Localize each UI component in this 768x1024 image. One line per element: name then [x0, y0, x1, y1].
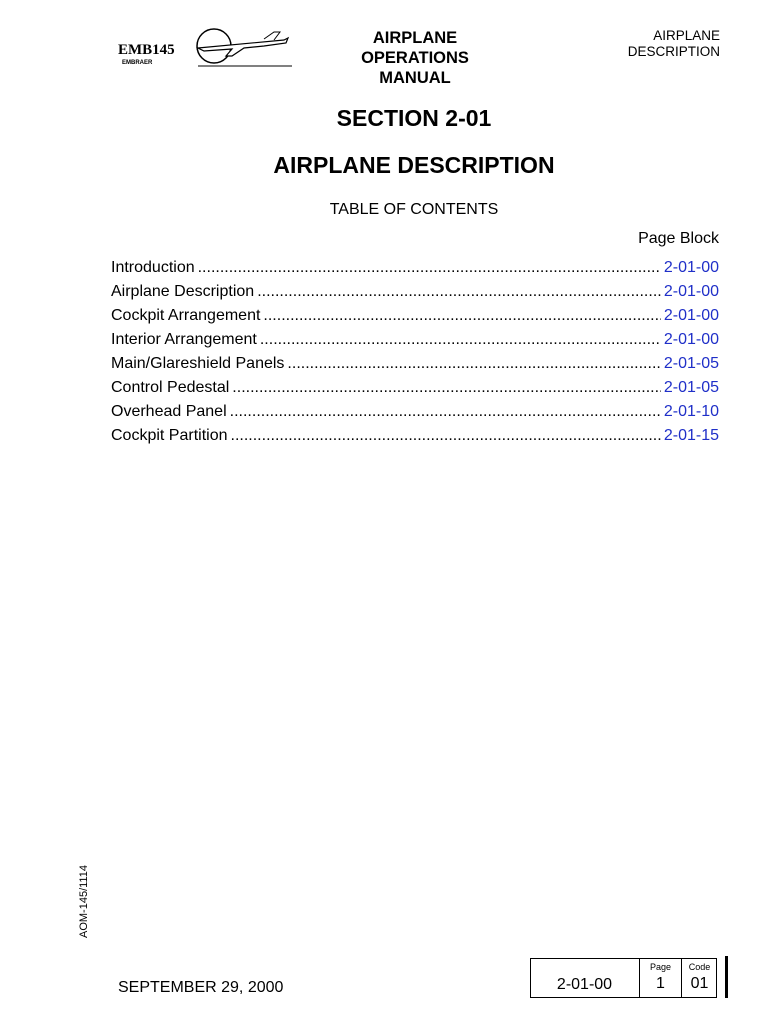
toc-leader-dots	[231, 424, 661, 448]
footer-code-value: 01	[690, 975, 709, 992]
toc-leader-dots	[263, 304, 660, 328]
revision-change-bar	[725, 956, 728, 998]
toc-leader-dots	[198, 256, 661, 280]
logo-model-text: EMB145	[118, 42, 175, 58]
toc-leader-dots	[287, 352, 660, 376]
toc-leader-dots	[232, 376, 661, 400]
toc-entry-ref-link[interactable]: 2-01-00	[663, 307, 719, 324]
toc-entry[interactable]	[111, 304, 719, 328]
toc-entry-label: Interior Arrangement	[111, 331, 257, 348]
toc-entry-label: Airplane Description	[111, 283, 255, 300]
toc-entry[interactable]	[111, 352, 719, 376]
document-title: AIRPLANE DESCRIPTION	[273, 152, 555, 178]
toc-entry-ref-link[interactable]: 2-01-00	[663, 331, 719, 348]
toc-leader-dots	[260, 328, 661, 352]
footer-date: SEPTEMBER 29, 2000	[118, 979, 284, 996]
toc-entry-label: Overhead Panel	[111, 403, 227, 420]
toc-entry-label: Cockpit Partition	[111, 427, 228, 444]
chapter-label	[590, 28, 720, 60]
toc-leader-dots	[230, 400, 661, 424]
toc-entry-ref-link[interactable]: 2-01-10	[663, 403, 719, 420]
toc-entry[interactable]	[111, 376, 719, 400]
footer-page-number: 1	[656, 975, 665, 992]
toc-entry[interactable]	[111, 256, 719, 280]
document-id-code: AOM-145/1114	[78, 865, 90, 938]
toc-entry-ref-link[interactable]: 2-01-15	[663, 427, 719, 444]
toc-entry-ref-link[interactable]: 2-01-05	[663, 379, 719, 396]
toc-entry[interactable]	[111, 280, 719, 304]
manual-title-line: AIRPLANE	[372, 29, 458, 47]
emb145-logo	[114, 26, 294, 72]
chapter-label-line: DESCRIPTION	[627, 44, 720, 59]
manual-title-line: MANUAL	[379, 69, 451, 87]
table-of-contents	[111, 256, 719, 448]
toc-entry-ref-link[interactable]: 2-01-00	[663, 283, 719, 300]
toc-entry-label: Cockpit Arrangement	[111, 307, 261, 324]
logo-brand-text: EMBRAER	[122, 60, 153, 66]
toc-entry[interactable]	[111, 424, 719, 448]
toc-entry[interactable]	[111, 400, 719, 424]
manual-title-line: OPERATIONS	[361, 49, 469, 67]
footer-code-label: Code	[688, 962, 711, 972]
toc-entry-label: Introduction	[111, 259, 195, 276]
toc-leader-dots	[257, 280, 661, 304]
toc-entry-label: Control Pedestal	[111, 379, 230, 396]
manual-title	[330, 28, 500, 88]
section-title: SECTION 2-01	[336, 105, 492, 131]
toc-entry-ref-link[interactable]: 2-01-00	[663, 259, 719, 276]
chapter-label-line: AIRPLANE	[653, 28, 720, 43]
toc-heading: TABLE OF CONTENTS	[329, 201, 499, 218]
footer-page-label: Page	[649, 962, 672, 972]
toc-entry-label: Main/Glareshield Panels	[111, 355, 285, 372]
page-block-column-label: Page Block	[638, 230, 719, 247]
toc-entry-ref-link[interactable]: 2-01-05	[663, 355, 719, 372]
toc-entry[interactable]	[111, 328, 719, 352]
footer-page-block: 2-01-00	[556, 976, 613, 993]
